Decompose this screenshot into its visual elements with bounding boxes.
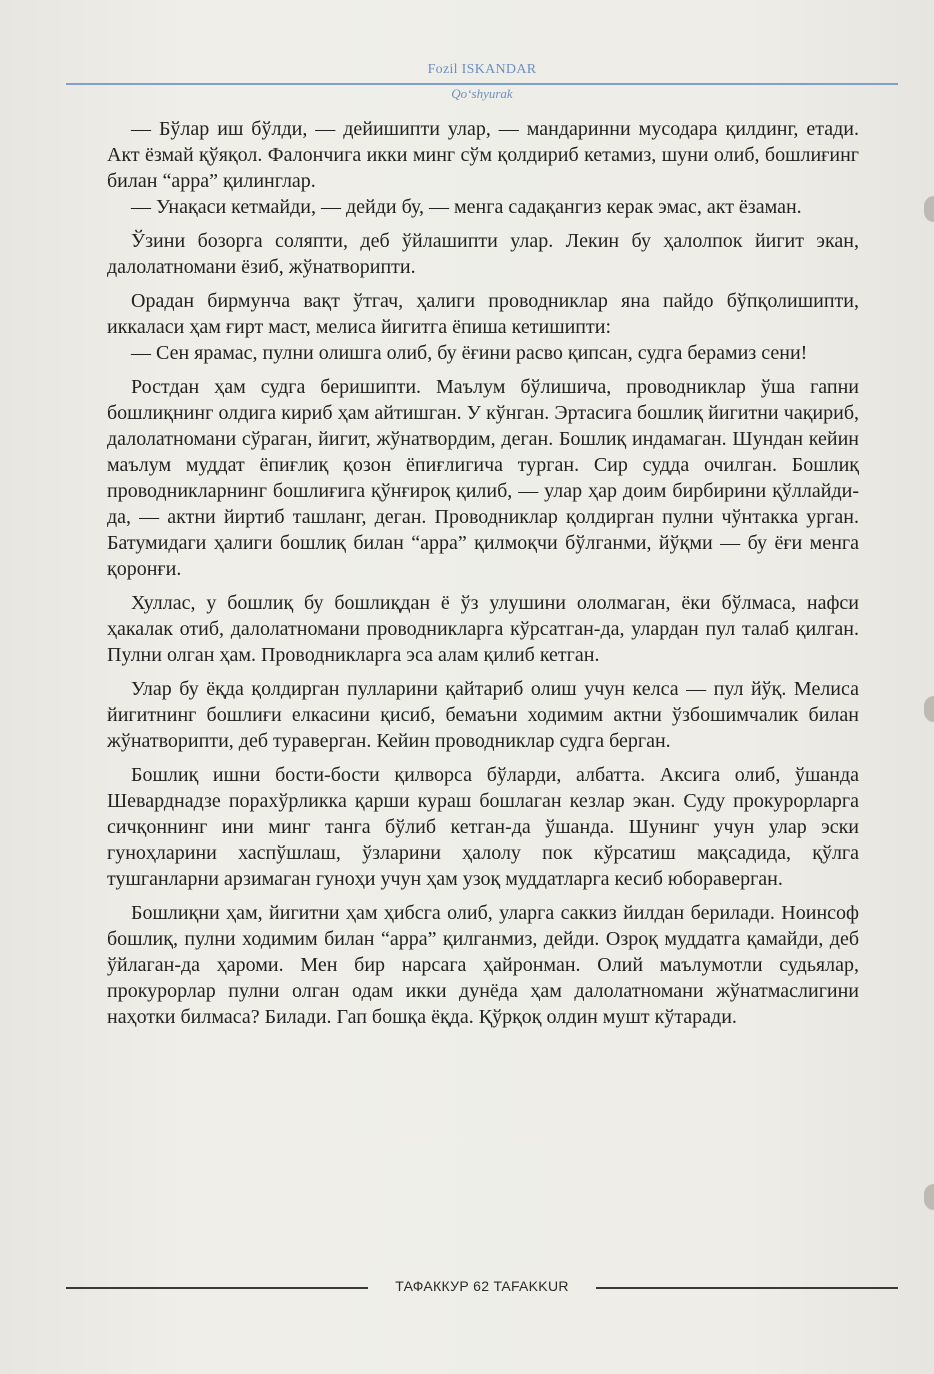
paragraph: Бошлиқни ҳам, йигитни ҳам ҳибсга олиб, уларга саккиз йилдан берилади. Ноинсоф бошлиқ, пулни ходимим билан “арра” қилганмиз, дейди. Озроқ муддатга қамайди, деб ўйлаган-да ҳароми. Мен бир нарсага ҳайронман. Олий маълумотли судьялар, прокурорлар пулни олган одам икки дунёда ҳам далолатномани жўнатмаслигини наҳотки билмаса? Билади. Гап бошқа ёқда. Қўрқоқ олдин мушт кўтаради. xyxy=(107,902,859,1028)
footer-rule-left xyxy=(66,1287,368,1289)
binding-hole xyxy=(924,1184,934,1210)
running-header xyxy=(66,62,898,106)
header-title: Qo‘shyurak xyxy=(451,86,513,101)
paragraph: Ростдан ҳам судга беришипти. Маълум бўлишича, проводниклар ўша гапни бошлиқнинг олдига кириб ҳам айтишган. У кўнган. Эртасига бошлиқ йигитни чақириб, далолатномани сўраган, йигит, жўнатвордим, деган. Бошлиқ индамаган. Шундан кейин маълум муддат ёпиғлиқ қозон ёпиғлигича турган. Сир судда очилган. Бошлиқ проводникларнинг бошлиғига қўнғироқ қилиб, — улар ҳар доим бирбирини қўллайди-да, — актни йиртиб ташланг, деган. Проводниклар қолдирган пулни чўнтакка урган. Батумидаги ҳалиги бошлиқ билан “арра” қилмоқчи бўлганми, йўқми — бу ёғи менга қоронғи. xyxy=(107,376,859,580)
header-rule xyxy=(66,83,898,85)
body-text xyxy=(107,116,859,1030)
binding-hole xyxy=(924,696,934,722)
paragraph: Улар бу ёқда қолдирган пулларини қайтариб олиш учун келса — пул йўқ. Мелиса йигитнинг бошлиғи елкасини қисиб, бемаъни ходимим актни ўзбошимчалик билан жўнатворипти, деб тураверган. Кейин проводниклар судга берган. xyxy=(107,678,859,752)
paragraph: — Бўлар иш бўлди, — дейишипти улар, — мандаринни мусодара қилдинг, етади. Акт ёзмай қўяқол. Фалончига икки минг сўм қолдириб кетамиз, шуни олиб, бошлиғинг билан “арра” қилинглар. xyxy=(107,118,859,192)
paragraph: — Сен ярамас, пулни олишга олиб, бу ёғини расво қипсан, судга берамиз сени! xyxy=(131,342,808,364)
footer-rule-right xyxy=(596,1287,898,1289)
footer-page-label: ТАФАККУР 62 TAFAKKUR xyxy=(395,1278,569,1294)
page-footer xyxy=(66,1276,898,1300)
header-author: Fozil ISKANDAR xyxy=(427,62,537,77)
paragraph: Хуллас, у бошлиқ бу бошлиқдан ё ўз улушини ололмаган, ёки бўлмаса, нафси ҳакалак отиб, далолатномани проводникларга кўрсатган-да, улардан пул талаб қилган. Пулни олган ҳам. Проводникларга эса алам қилиб кетган. xyxy=(107,592,859,666)
paragraph: Бошлиқ ишни бости-бости қилворса бўларди, албатта. Аксига олиб, ўшанда Шеварднадзе порахўрликка қарши кураш бошлаган кезлар экан. Суду прокурорларга сичқоннинг ини минг танга бўлиб кетган-да ўшанда. Шунинг учун улар эски гуноҳларини хаспўшлаш, ўзларини ҳалолу пок кўрсатиш мақсадида, қўлга тушганларни арзимаган гуноҳи учун ҳам узоқ муддатларга кесиб юбораверган. xyxy=(107,764,859,890)
paragraph: Орадан бирмунча вақт ўтгач, ҳалиги проводниклар яна пайдо бўпқолишипти, иккаласи ҳам ғирт маст, мелиса йигитга ёпиша кетишипти: xyxy=(107,290,859,338)
binding-hole xyxy=(924,196,934,222)
paragraph: — Унақаси кетмайди, — дейди бу, — менга садақангиз керак эмас, акт ёзаман. xyxy=(131,196,802,218)
paragraph: Ўзини бозорга соляпти, деб ўйлашипти улар. Лекин бу ҳалолпок йигит экан, далолатномани ёзиб, жўнатворипти. xyxy=(107,230,859,278)
